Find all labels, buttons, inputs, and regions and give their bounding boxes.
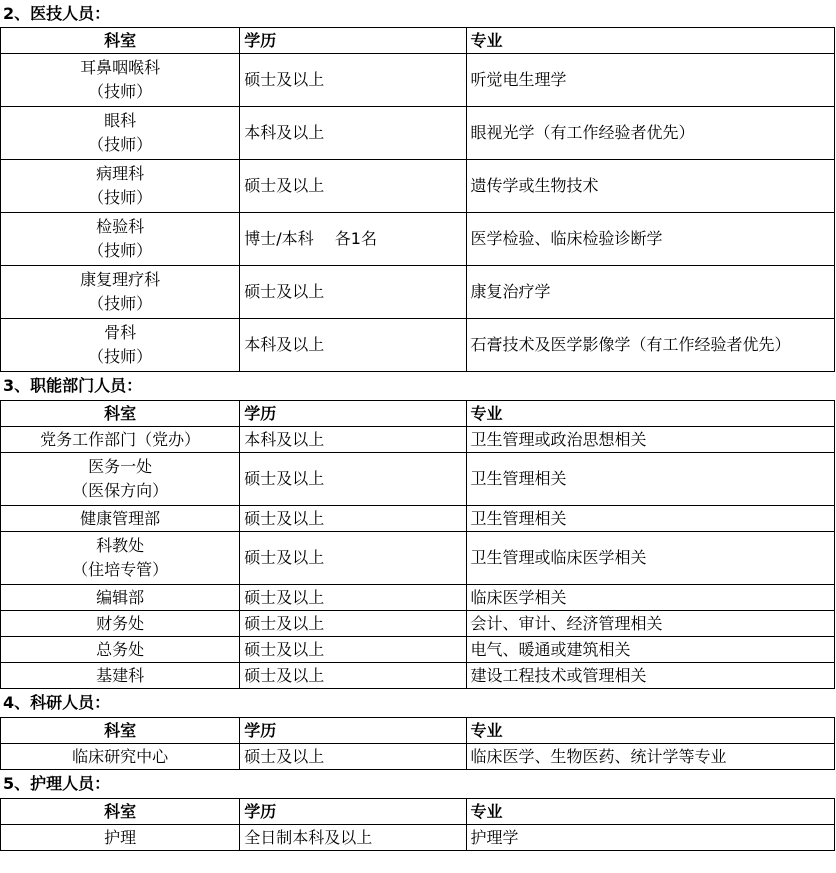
education-cell: 本科及以上: [240, 107, 466, 160]
major-cell: 卫生管理相关: [466, 453, 834, 506]
section-table: [0, 27, 835, 372]
major-cell: 遗传学或生物技术: [466, 160, 834, 213]
education-cell: 硕士及以上: [240, 637, 466, 663]
department-line: 总务处: [96, 639, 145, 659]
column-header: 学历: [240, 799, 466, 825]
major-cell: 医学检验、临床检验诊断学: [466, 213, 834, 266]
department-line: 科教处: [96, 536, 145, 555]
major-cell: 临床医学相关: [466, 585, 834, 611]
department-cell: [1, 506, 240, 532]
section-table: [0, 798, 835, 851]
major-cell: 卫生管理或临床医学相关: [466, 532, 834, 585]
department-cell: [1, 744, 240, 770]
major-cell: 康复治疗学: [466, 266, 834, 319]
education-cell: 硕士及以上: [240, 506, 466, 532]
table-row: [1, 213, 835, 266]
education-cell: 博士/本科 各1名: [240, 213, 466, 266]
education-cell: 硕士及以上: [240, 744, 466, 770]
table-row: [1, 54, 835, 107]
table-row: [1, 319, 835, 372]
table-header-row: [1, 718, 835, 744]
department-line: 护理: [104, 827, 137, 847]
department-line: （技师）: [88, 294, 153, 313]
department-line: （技师）: [88, 135, 153, 154]
department-line: （住培专管）: [72, 560, 169, 579]
table-row: [1, 427, 835, 453]
department-cell: [1, 663, 240, 689]
department-line: （技师）: [88, 82, 153, 101]
column-header: 科室: [1, 799, 240, 825]
table-row: [1, 744, 835, 770]
major-cell: 石膏技术及医学影像学（有工作经验者优先）: [466, 319, 834, 372]
section-table: [0, 400, 835, 689]
department-line: 基建科: [96, 665, 145, 685]
department-line: 财务处: [96, 613, 145, 633]
table-row: [1, 825, 835, 851]
department-line: 康复理疗科: [80, 270, 161, 289]
table-row: [1, 160, 835, 213]
education-cell: 本科及以上: [240, 319, 466, 372]
column-header: 专业: [466, 401, 834, 427]
education-cell: 硕士及以上: [240, 532, 466, 585]
table-row: [1, 663, 835, 689]
department-line: 健康管理部: [80, 508, 161, 528]
major-cell: 会计、审计、经济管理相关: [466, 611, 834, 637]
major-cell: 卫生管理或政治思想相关: [466, 427, 834, 453]
department-line: 医务一处: [88, 457, 153, 476]
department-line: 骨科: [104, 323, 137, 342]
department-cell: [1, 453, 240, 506]
department-cell: [1, 160, 240, 213]
section-title: 3、职能部门人员：: [3, 376, 143, 395]
department-line: 病理科: [96, 164, 145, 183]
department-line: （技师）: [88, 241, 153, 260]
major-cell: 建设工程技术或管理相关: [466, 663, 834, 689]
department-cell: [1, 266, 240, 319]
education-cell: 本科及以上: [240, 427, 466, 453]
table-row: [1, 266, 835, 319]
table-header-row: [1, 28, 835, 54]
department-cell: [1, 107, 240, 160]
education-cell: 硕士及以上: [240, 54, 466, 107]
column-header: 学历: [240, 401, 466, 427]
department-line: （技师）: [88, 188, 153, 207]
column-header: 学历: [240, 718, 466, 744]
major-cell: 卫生管理相关: [466, 506, 834, 532]
education-cell: 硕士及以上: [240, 611, 466, 637]
department-line: （技师）: [88, 347, 153, 366]
table-row: [1, 611, 835, 637]
major-cell: 临床医学、生物医药、统计学等专业: [466, 744, 834, 770]
major-cell: 电气、暖通或建筑相关: [466, 637, 834, 663]
major-cell: 眼视光学（有工作经验者优先）: [466, 107, 834, 160]
column-header: 科室: [1, 401, 240, 427]
department-cell: [1, 54, 240, 107]
department-line: 检验科: [96, 217, 145, 236]
major-cell: 护理学: [466, 825, 834, 851]
department-cell: [1, 427, 240, 453]
department-line: 党务工作部门（党办）: [40, 429, 201, 449]
section-title: 2、医技人员：: [3, 4, 111, 23]
column-header: 专业: [466, 28, 834, 54]
table-row: [1, 107, 835, 160]
education-cell: 硕士及以上: [240, 266, 466, 319]
department-cell: [1, 585, 240, 611]
department-cell: [1, 213, 240, 266]
department-line: 耳鼻咽喉科: [80, 58, 161, 77]
section-table: [0, 717, 835, 770]
department-cell: [1, 637, 240, 663]
education-cell: 硕士及以上: [240, 663, 466, 689]
department-cell: [1, 532, 240, 585]
table-row: [1, 532, 835, 585]
column-header: 科室: [1, 28, 240, 54]
department-cell: [1, 611, 240, 637]
column-header: 科室: [1, 718, 240, 744]
education-cell: 硕士及以上: [240, 160, 466, 213]
column-header: 学历: [240, 28, 466, 54]
department-cell: [1, 319, 240, 372]
education-cell: 硕士及以上: [240, 453, 466, 506]
department-cell: [1, 825, 240, 851]
table-header-row: [1, 799, 835, 825]
department-line: 眼科: [104, 111, 137, 130]
table-header-row: [1, 401, 835, 427]
section-title: 5、护理人员：: [3, 774, 111, 793]
department-line: （医保方向）: [72, 481, 169, 500]
table-row: [1, 506, 835, 532]
department-line: 临床研究中心: [72, 746, 169, 766]
table-row: [1, 637, 835, 663]
table-row: [1, 585, 835, 611]
table-row: [1, 453, 835, 506]
section-title: 4、科研人员：: [3, 693, 111, 712]
department-line: 编辑部: [96, 587, 145, 607]
education-cell: 全日制本科及以上: [240, 825, 466, 851]
column-header: 专业: [466, 799, 834, 825]
major-cell: 听觉电生理学: [466, 54, 834, 107]
education-cell: 硕士及以上: [240, 585, 466, 611]
column-header: 专业: [466, 718, 834, 744]
